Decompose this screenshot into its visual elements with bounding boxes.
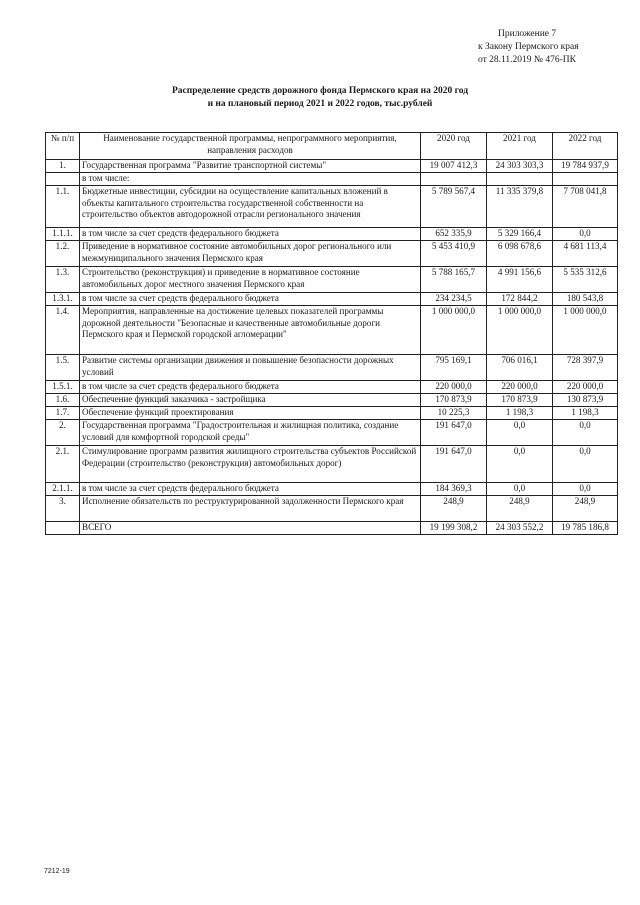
- header-2020: 2020 год: [421, 133, 487, 160]
- appendix-title: Приложение 7: [498, 29, 557, 39]
- row-value-2022: 180 543,8: [553, 293, 618, 306]
- row-name: в том числе:: [80, 173, 421, 186]
- row-value-2022: 130 873,9: [553, 394, 618, 407]
- row-value-2021: 706 016,1: [487, 355, 553, 381]
- row-name: Обеспечение функций заказчика - застройщика: [80, 394, 421, 407]
- row-number: 2.1.1.: [46, 483, 80, 496]
- row-value-2022: 0,0: [553, 446, 618, 483]
- row-number: 1.1.1.: [46, 228, 80, 241]
- row-value-2021: 0,0: [487, 420, 553, 446]
- row-value-2020: 248,9: [421, 496, 487, 522]
- row-name: Приведение в нормативное состояние автомобильных дорог регионального или межмуниципального значения Пермского края: [80, 241, 421, 267]
- row-number: 1.2.: [46, 241, 80, 267]
- table-row: [46, 420, 618, 446]
- row-number: 3.: [46, 496, 80, 522]
- row-name: ВСЕГО: [80, 522, 421, 535]
- row-name: в том числе за счет средств федерального бюджета: [80, 381, 421, 394]
- row-name: в том числе за счет средств федерального бюджета: [80, 228, 421, 241]
- row-value-2020: 220 000,0: [421, 381, 487, 394]
- row-value-2020: 170 873,9: [421, 394, 487, 407]
- row-value-2022: 220 000,0: [553, 381, 618, 394]
- row-name: Исполнение обязательств по реструктурированной задолженности Пермского края: [80, 496, 421, 522]
- table-row: [46, 186, 618, 228]
- appendix-block: [478, 28, 579, 67]
- row-value-2020: 1 000 000,0: [421, 306, 487, 355]
- header-2021: 2021 год: [487, 133, 553, 160]
- row-value-2021: 6 098 678,6: [487, 241, 553, 267]
- header-name: Наименование государственной программы, непрограммного мероприятия, направления расходов: [80, 133, 421, 160]
- row-value-2021: 1 198,3: [487, 407, 553, 420]
- row-value-2021: [487, 173, 553, 186]
- row-number: 1.5.1.: [46, 381, 80, 394]
- row-value-2020: 652 335,9: [421, 228, 487, 241]
- table-row: [46, 228, 618, 241]
- row-name: в том числе за счет средств федерального бюджета: [80, 483, 421, 496]
- table-row-total: [46, 522, 618, 535]
- row-number: 1.6.: [46, 394, 80, 407]
- row-value-2022: 1 198,3: [553, 407, 618, 420]
- row-value-2021: 24 303 552,2: [487, 522, 553, 535]
- row-value-2020: 234 234,5: [421, 293, 487, 306]
- table-row: [46, 355, 618, 381]
- row-value-2020: 795 169,1: [421, 355, 487, 381]
- row-number: 1.7.: [46, 407, 80, 420]
- appendix-law: к Закону Пермского края: [478, 42, 579, 52]
- row-value-2020: 10 225,3: [421, 407, 487, 420]
- row-value-2020: 5 788 165,7: [421, 267, 487, 293]
- table-row: [46, 267, 618, 293]
- appendix-date: от 28.11.2019 № 476-ПК: [478, 55, 576, 65]
- row-value-2022: 0,0: [553, 228, 618, 241]
- budget-table: [45, 132, 618, 535]
- table-row: [46, 160, 618, 173]
- row-number: 1.: [46, 160, 80, 173]
- row-value-2022: 728 397,9: [553, 355, 618, 381]
- row-number: 1.3.: [46, 267, 80, 293]
- row-value-2021: 1 000 000,0: [487, 306, 553, 355]
- row-value-2022: 0,0: [553, 420, 618, 446]
- row-value-2022: 248,9: [553, 496, 618, 522]
- row-value-2021: 170 873,9: [487, 394, 553, 407]
- row-name: Бюджетные инвестиции, субсидии на осуществление капитальных вложений в объекты капитального строительства государственной собственности на строительство объектов автодорожной отрасли регионального значения: [80, 186, 421, 228]
- row-value-2021: 220 000,0: [487, 381, 553, 394]
- row-name: Развитие системы организации движения и повышение безопасности дорожных условий: [80, 355, 421, 381]
- row-value-2020: [421, 173, 487, 186]
- row-number: 1.4.: [46, 306, 80, 355]
- row-value-2021: 11 335 379,8: [487, 186, 553, 228]
- table-row: [46, 407, 618, 420]
- table-header-row: [46, 133, 618, 160]
- row-value-2021: 4 991 156,6: [487, 267, 553, 293]
- row-number: 1.1.: [46, 186, 80, 228]
- row-number: [46, 522, 80, 535]
- row-name: Стимулирование программ развития жилищного строительства субъектов Российской Федерации (строительство (реконструкция) автомобильных дорог): [80, 446, 421, 483]
- row-name: Мероприятия, направленные на достижение целевых показателей программы дорожной деятельности "Безопасные и качественные автомобильные дороги Пермского края и Пермской городской агломерации": [80, 306, 421, 355]
- title-line-1: Распределение средств дорожного фонда Пермского края на 2020 год: [172, 86, 468, 96]
- row-value-2022: [553, 173, 618, 186]
- row-value-2022: 4 681 113,4: [553, 241, 618, 267]
- row-value-2022: 19 785 186,8: [553, 522, 618, 535]
- document-number: 7212-19: [44, 868, 70, 875]
- row-value-2021: 0,0: [487, 446, 553, 483]
- row-value-2020: 184 369,3: [421, 483, 487, 496]
- row-value-2022: 0,0: [553, 483, 618, 496]
- row-name: Строительство (реконструкция) и приведение в нормативное состояние автомобильных дорог местного значения Пермского края: [80, 267, 421, 293]
- table-row: [46, 173, 618, 186]
- table-row: [46, 306, 618, 355]
- row-value-2021: 24 303 303,3: [487, 160, 553, 173]
- row-name: Обеспечение функций проектирования: [80, 407, 421, 420]
- row-value-2020: 191 647,0: [421, 446, 487, 483]
- row-name: в том числе за счет средств федерального бюджета: [80, 293, 421, 306]
- row-number: [46, 173, 80, 186]
- row-value-2021: 0,0: [487, 483, 553, 496]
- table-row: [46, 496, 618, 522]
- row-value-2022: 1 000 000,0: [553, 306, 618, 355]
- row-name: Государственная программа "Градостроительная и жилищная политика, создание условий для комфортной городской среды": [80, 420, 421, 446]
- table-row: [46, 241, 618, 267]
- row-name: Государственная программа "Развитие транспортной системы": [80, 160, 421, 173]
- row-value-2021: 5 329 166,4: [487, 228, 553, 241]
- table-row: [46, 446, 618, 483]
- row-value-2020: 19 007 412,3: [421, 160, 487, 173]
- row-number: 1.3.1.: [46, 293, 80, 306]
- title-line-2: и на плановый период 2021 и 2022 годов, тыс.рублей: [207, 99, 433, 109]
- header-number: № п/п: [46, 133, 80, 160]
- table-row: [46, 293, 618, 306]
- row-value-2021: 248,9: [487, 496, 553, 522]
- row-value-2020: 5 453 410,9: [421, 241, 487, 267]
- row-value-2022: 7 708 041,8: [553, 186, 618, 228]
- row-value-2020: 191 647,0: [421, 420, 487, 446]
- row-number: 2.: [46, 420, 80, 446]
- document-title: [0, 85, 640, 111]
- row-value-2022: 19 784 937,9: [553, 160, 618, 173]
- table-row: [46, 381, 618, 394]
- row-value-2021: 172 844,2: [487, 293, 553, 306]
- row-number: 1.5.: [46, 355, 80, 381]
- table-row: [46, 394, 618, 407]
- table-row: [46, 483, 618, 496]
- row-value-2022: 5 535 312,6: [553, 267, 618, 293]
- row-value-2020: 5 789 567,4: [421, 186, 487, 228]
- row-value-2020: 19 199 308,2: [421, 522, 487, 535]
- row-number: 2.1.: [46, 446, 80, 483]
- header-2022: 2022 год: [553, 133, 618, 160]
